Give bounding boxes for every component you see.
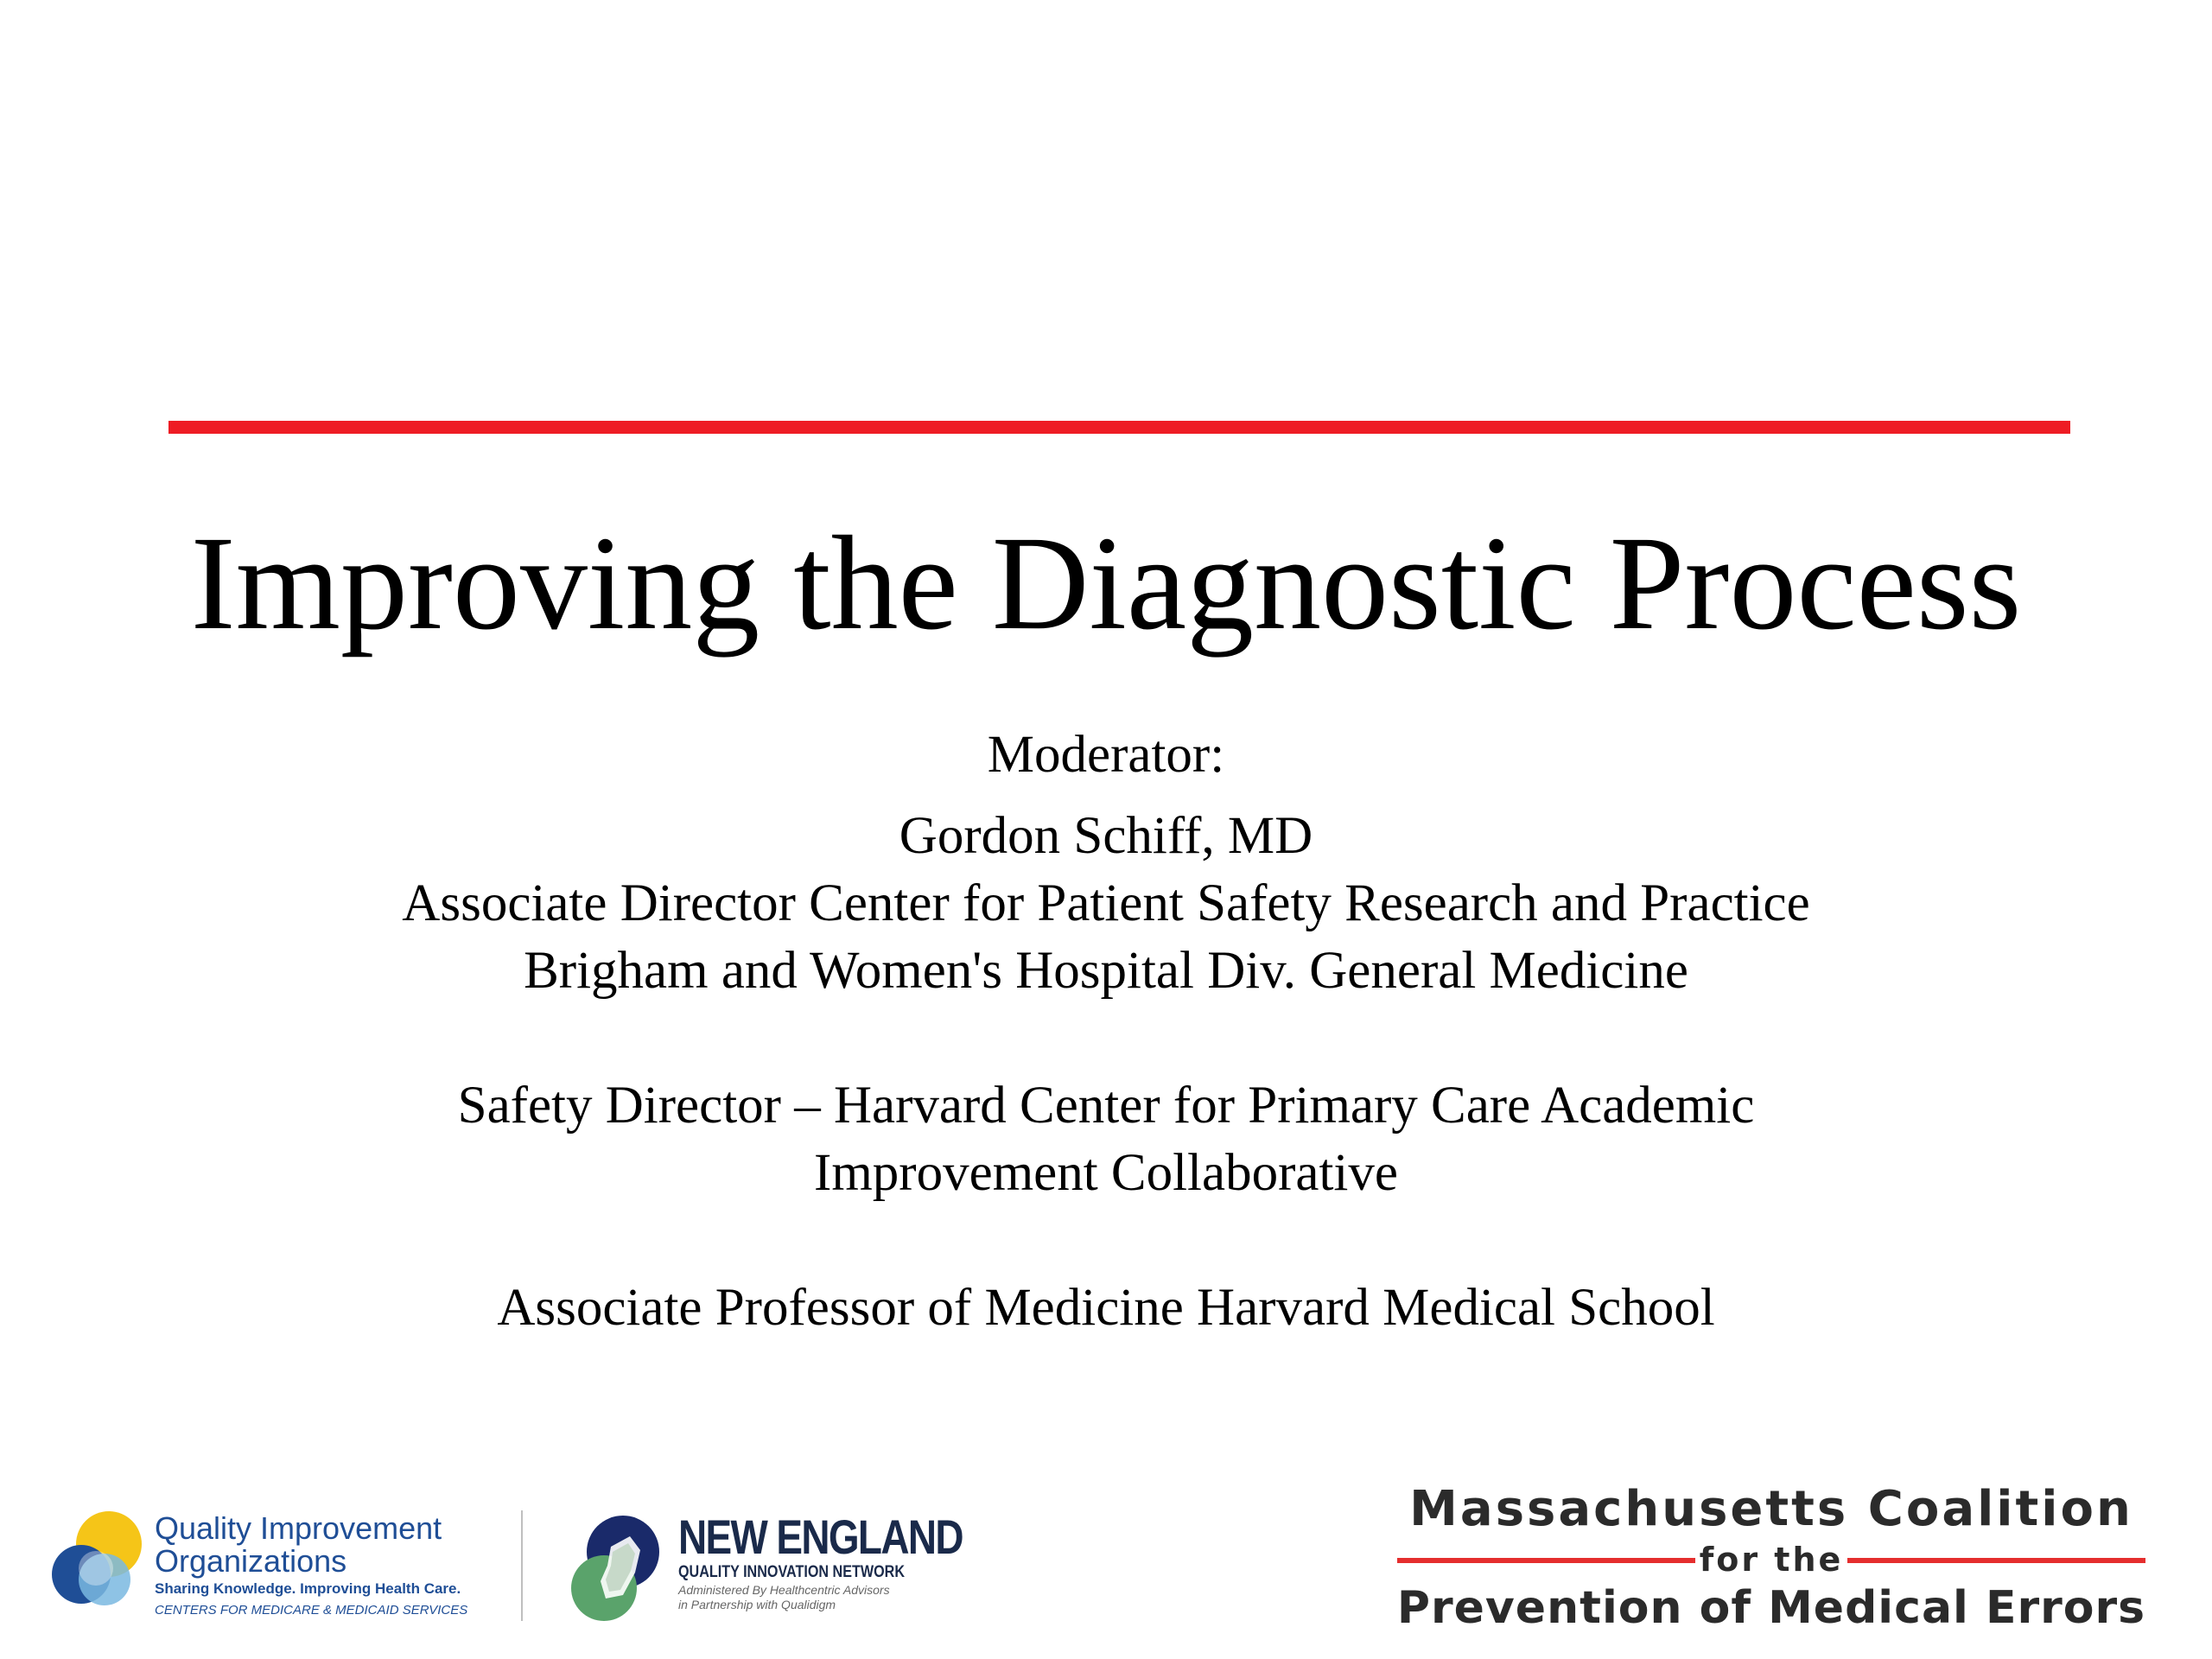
role-1-line-1: Associate Director Center for Patient Safety Research and Practice: [402, 874, 1810, 932]
slide-title: Improving the Diagnostic Process: [190, 508, 2022, 658]
new-england-subtitle: QUALITY INNOVATION NETWORK: [678, 1563, 905, 1581]
role-2-line-1: Safety Director – Harvard Center for Primary Care Academic: [457, 1077, 1755, 1135]
new-england-title: NEW ENGLAND: [678, 1510, 963, 1564]
new-england-admin-line-2: in Partnership with Qualidigm: [678, 1598, 836, 1611]
qio-subtitle: CENTERS FOR MEDICARE & MEDICAID SERVICES: [155, 1603, 468, 1618]
qio-name-line-2: Organizations: [155, 1543, 347, 1579]
moderator-label: Moderator:: [987, 726, 1225, 784]
qio-tagline: Sharing Knowledge. Improving Health Care.: [155, 1580, 461, 1597]
role-1-line-2: Brigham and Women's Hospital Div. General Medicine: [524, 942, 1688, 1000]
role-2-line-2: Improvement Collaborative: [814, 1144, 1398, 1202]
new-england-admin-line-1: Administered By Healthcentric Advisors: [678, 1583, 890, 1597]
mass-coalition-logo: [1395, 1482, 2147, 1637]
mass-coalition-rule-right: [1847, 1558, 2145, 1563]
mass-coalition-line-2: for the: [1699, 1541, 1844, 1579]
role-3: Associate Professor of Medicine Harvard Medical School: [497, 1279, 1715, 1337]
new-england-logo: [566, 1510, 963, 1624]
qio-logo-icon: [48, 1508, 152, 1620]
mass-coalition-line-1: Massachusetts Coalition: [1409, 1481, 2133, 1537]
moderator-block: [0, 721, 2212, 1342]
qio-name-line-1: Quality Improvement: [155, 1510, 442, 1546]
title-rule: [168, 421, 2070, 434]
moderator-name: Gordon Schiff, MD: [899, 807, 1313, 865]
mass-coalition-line-3: Prevention of Medical Errors: [1396, 1582, 2146, 1634]
new-england-map-icon: [566, 1512, 674, 1624]
logo-divider: [521, 1510, 523, 1621]
qio-logo: [48, 1508, 480, 1629]
